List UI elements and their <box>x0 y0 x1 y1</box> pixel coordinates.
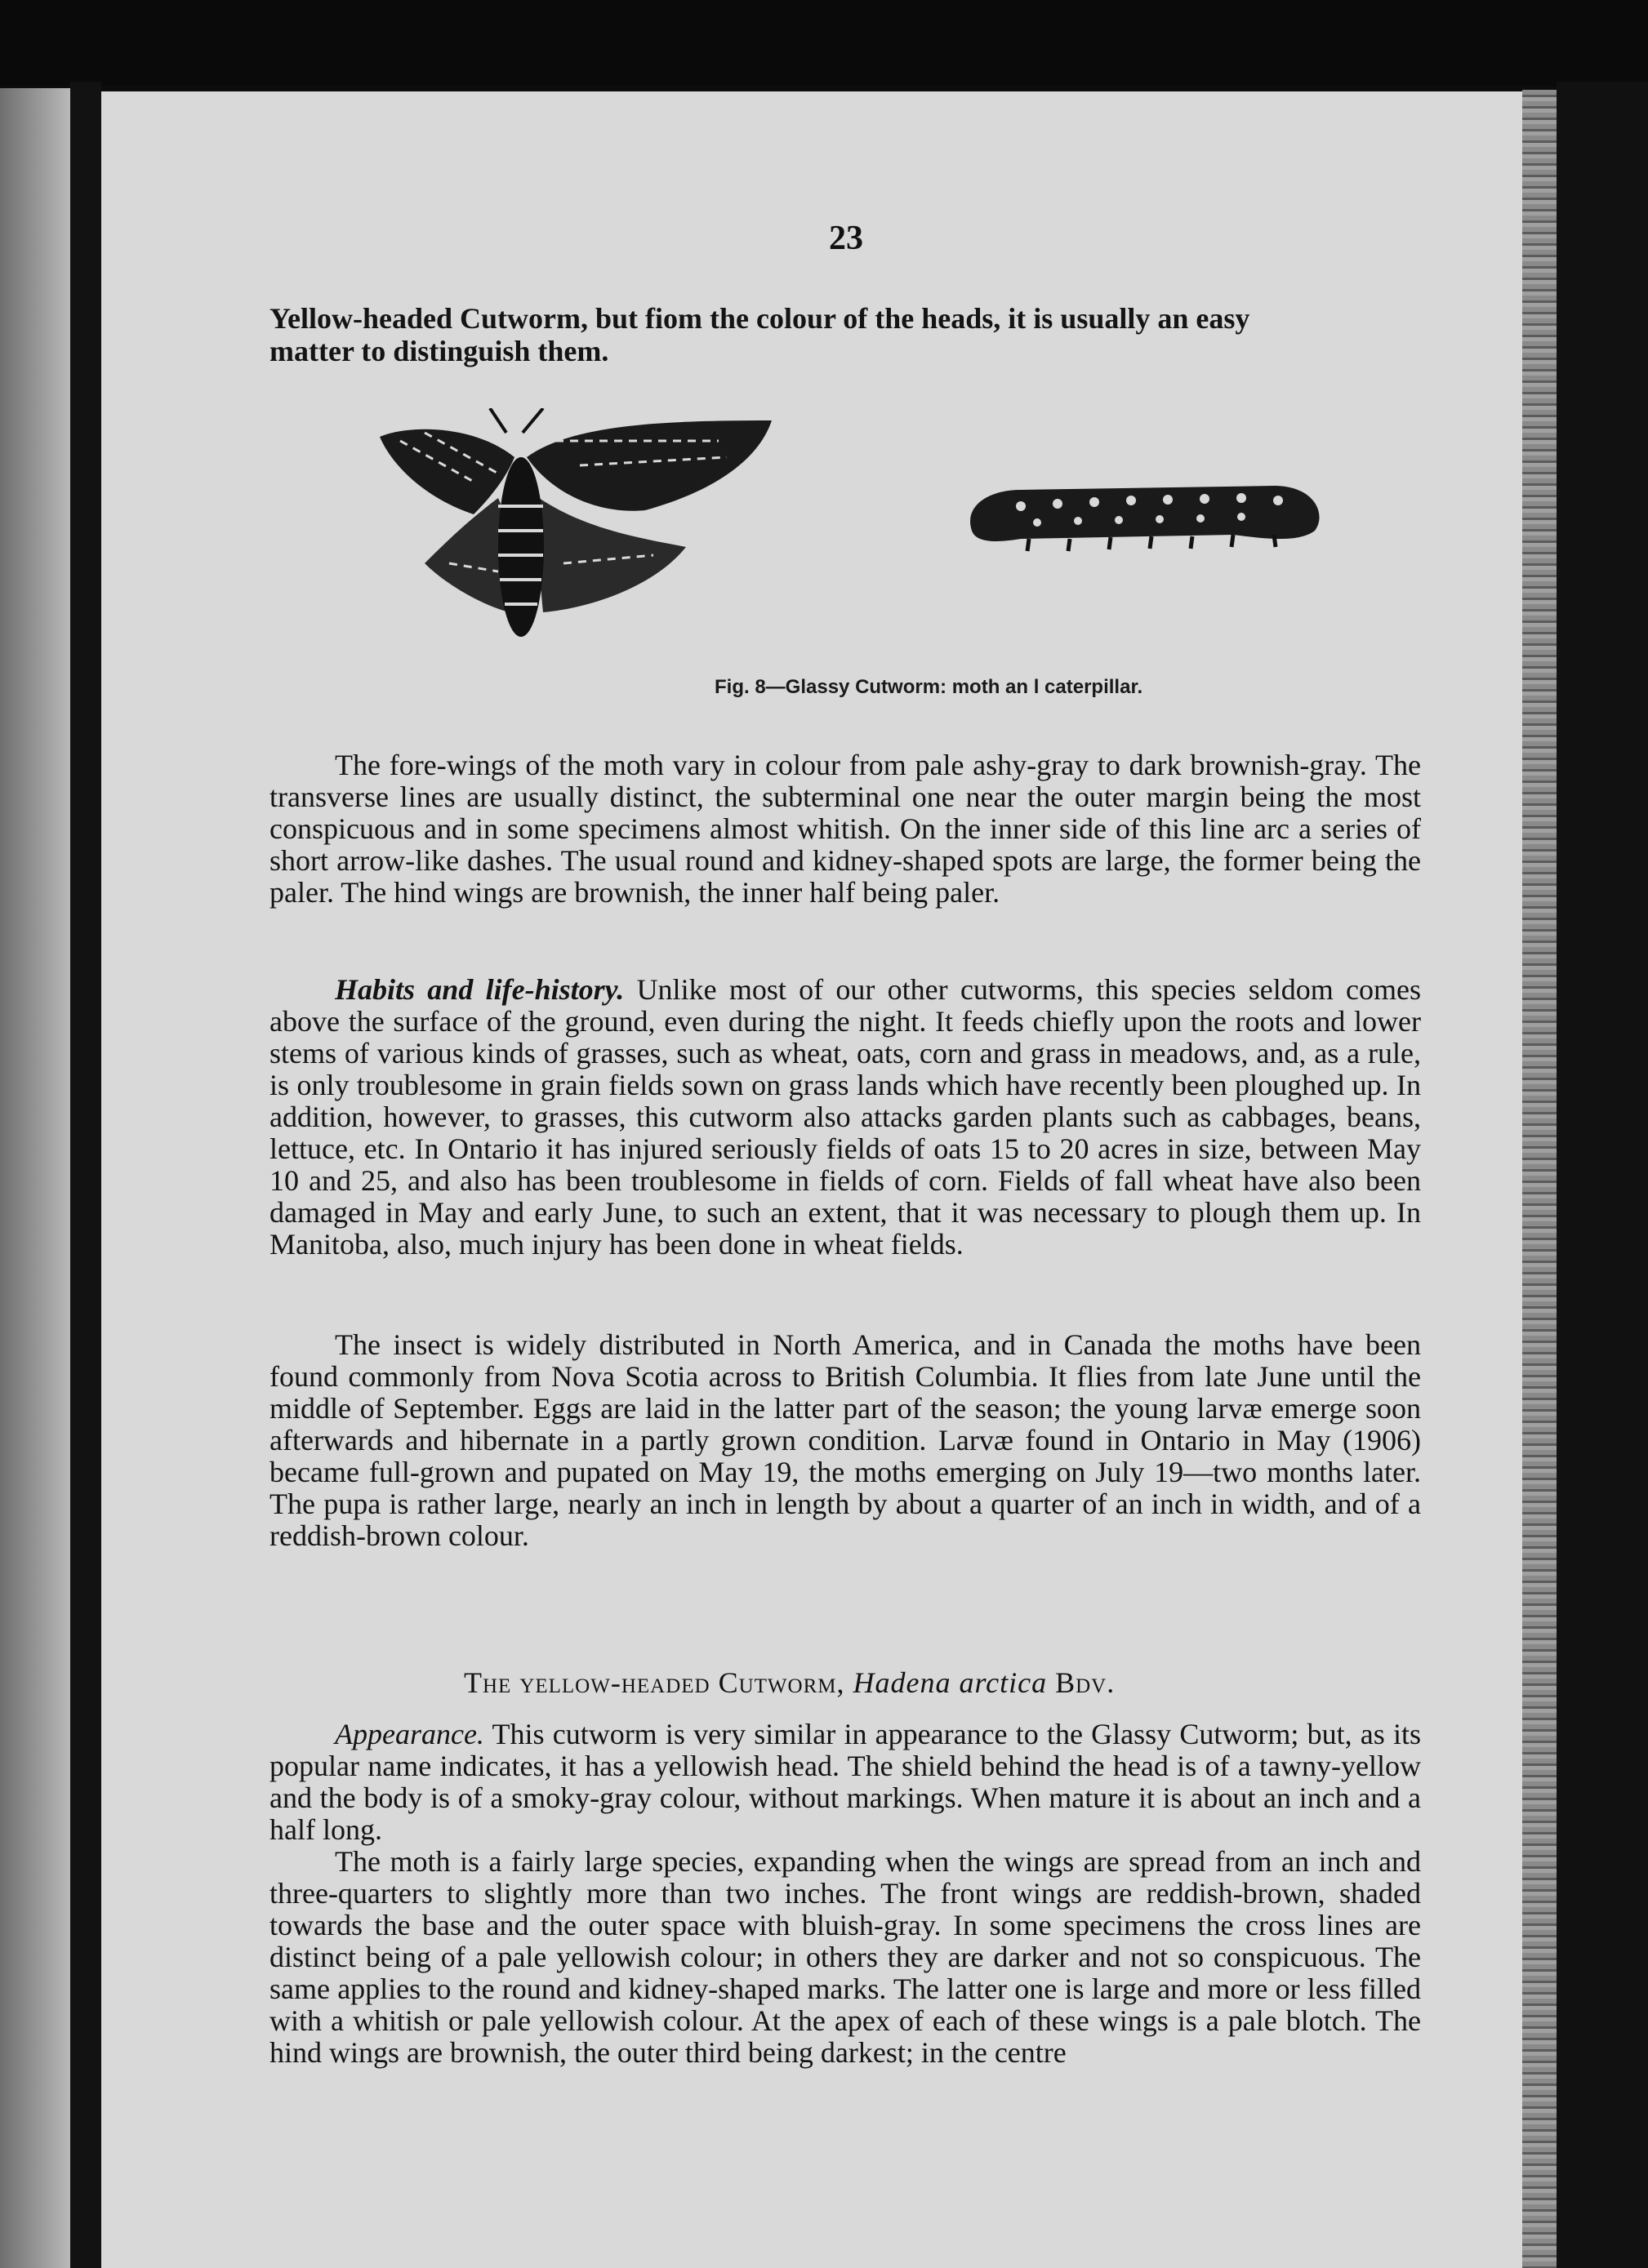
figure-caption: Fig. 8—Glassy Cutworm: moth an l caterpillar. <box>715 676 1143 698</box>
habits-paragraph <box>269 974 1421 1261</box>
appearance-paragraph <box>269 1719 1421 1846</box>
appearance-text: This cutworm is very similar in appearance to the Glassy Cutworm; but, as its popular name indicates, it has a yellowish head. The shield behind the head is of a tawny-yellow and the body is of a smoky-gray colour, without markings. When mature it is about an inch and a half long. <box>269 1718 1421 1846</box>
appearance-section <box>269 1719 1421 2069</box>
facing-page-edge <box>0 88 70 2268</box>
moth-description <box>269 749 1421 909</box>
habits-text: Unlike most of our other cutworms, this species seldom comes above the surface of the ground, even during the night. It feeds chiefly upon the roots and lower stems of various kinds of grasses, such as wheat, oats, corn and grass in meadows, and, as a rule, is only troublesome in grain fields sown on grass lands which have recently been ploughed up. In addition, however, to grasses, this cutworm also attacks garden plants such as cabbages, beans, lettuce, etc. In Ontario it has injured seriously fields of oats 15 to 20 acres in size, between May 10 and 25, and also has been troublesome in fields of corn. Fields of fall wheat have also been damaged in May and early June, to such an extent, that it was necessary to plough them up. In Manitoba, also, much injury has been done in wheat fields. <box>269 973 1422 1261</box>
page-number: 23 <box>829 220 863 257</box>
intro-line-2: matter to distinguish them. <box>269 335 609 367</box>
description-paragraph: The fore-wings of the moth vary in colour from pale ashy-gray to dark brownish-gray. The transverse lines are usually distinct, the subterminal one near the outer margin being the most conspicuous and in some specimens almost whitish. On the inner side of this line arc a series of short arrow-like dashes. The usual round and kidney-shaped spots are large, the former being the paler. The hind wings are brownish, the inner half being paler. <box>269 749 1421 909</box>
section-heading <box>464 1665 1115 1700</box>
heading-author: Bdv. <box>1055 1666 1116 1699</box>
heading-prefix: The yellow-headed Cutworm, <box>464 1666 845 1699</box>
moth-illustration-icon <box>376 408 784 645</box>
book-gutter <box>70 82 101 2268</box>
scan-right-border <box>1557 82 1648 2268</box>
figure-8 <box>359 408 1372 678</box>
habits-section <box>269 974 1421 1261</box>
scan-top-border <box>0 0 1648 86</box>
page-stack-edge <box>1522 90 1557 2268</box>
habits-label: Habits and life-history. <box>335 973 625 1006</box>
intro-line-1: Yellow-headed Cutworm, but fiom the colour of the heads, it is usually an easy <box>269 302 1250 335</box>
heading-species: Hadena arctica <box>853 1666 1048 1699</box>
appearance-label: Appearance. <box>335 1718 484 1750</box>
caterpillar-illustration-icon <box>955 469 1331 559</box>
intro-text <box>269 302 1421 367</box>
distribution-paragraph: The insect is widely distributed in North America, and in Canada the moths have been found commonly from Nova Scotia across to British Columbia. It flies from late June until the middle of September. Eggs are laid in the latter part of the season; the young larvæ emerge soon afterwards and hibernate in a partly grown condition. Larvæ found in Ontario in May (1906) became full-grown and pupated on May 19, the moths emerging on July 19—two months later. The pupa is rather large, nearly an inch in length by about a quarter of an inch in width, and of a reddish-brown colour. <box>269 1328 1421 1552</box>
distribution-section <box>269 1329 1421 1552</box>
moth-paragraph: The moth is a fairly large species, expanding when the wings are spread from an inch and three-quarters to slightly more than two inches. The front wings are reddish-brown, shaded towards the base and the outer space with bluish-gray. In some specimens the cross lines are distinct being of a pale yellowish colour; in others they are darker and not so conspicuous. The same applies to the round and kidney-shaped marks. The latter one is large and more or less filled with a whitish or pale yellowish colour. At the apex of each of these wings is a pale blotch. The hind wings are brownish, the outer third being darkest; in the centre <box>269 1845 1421 2069</box>
